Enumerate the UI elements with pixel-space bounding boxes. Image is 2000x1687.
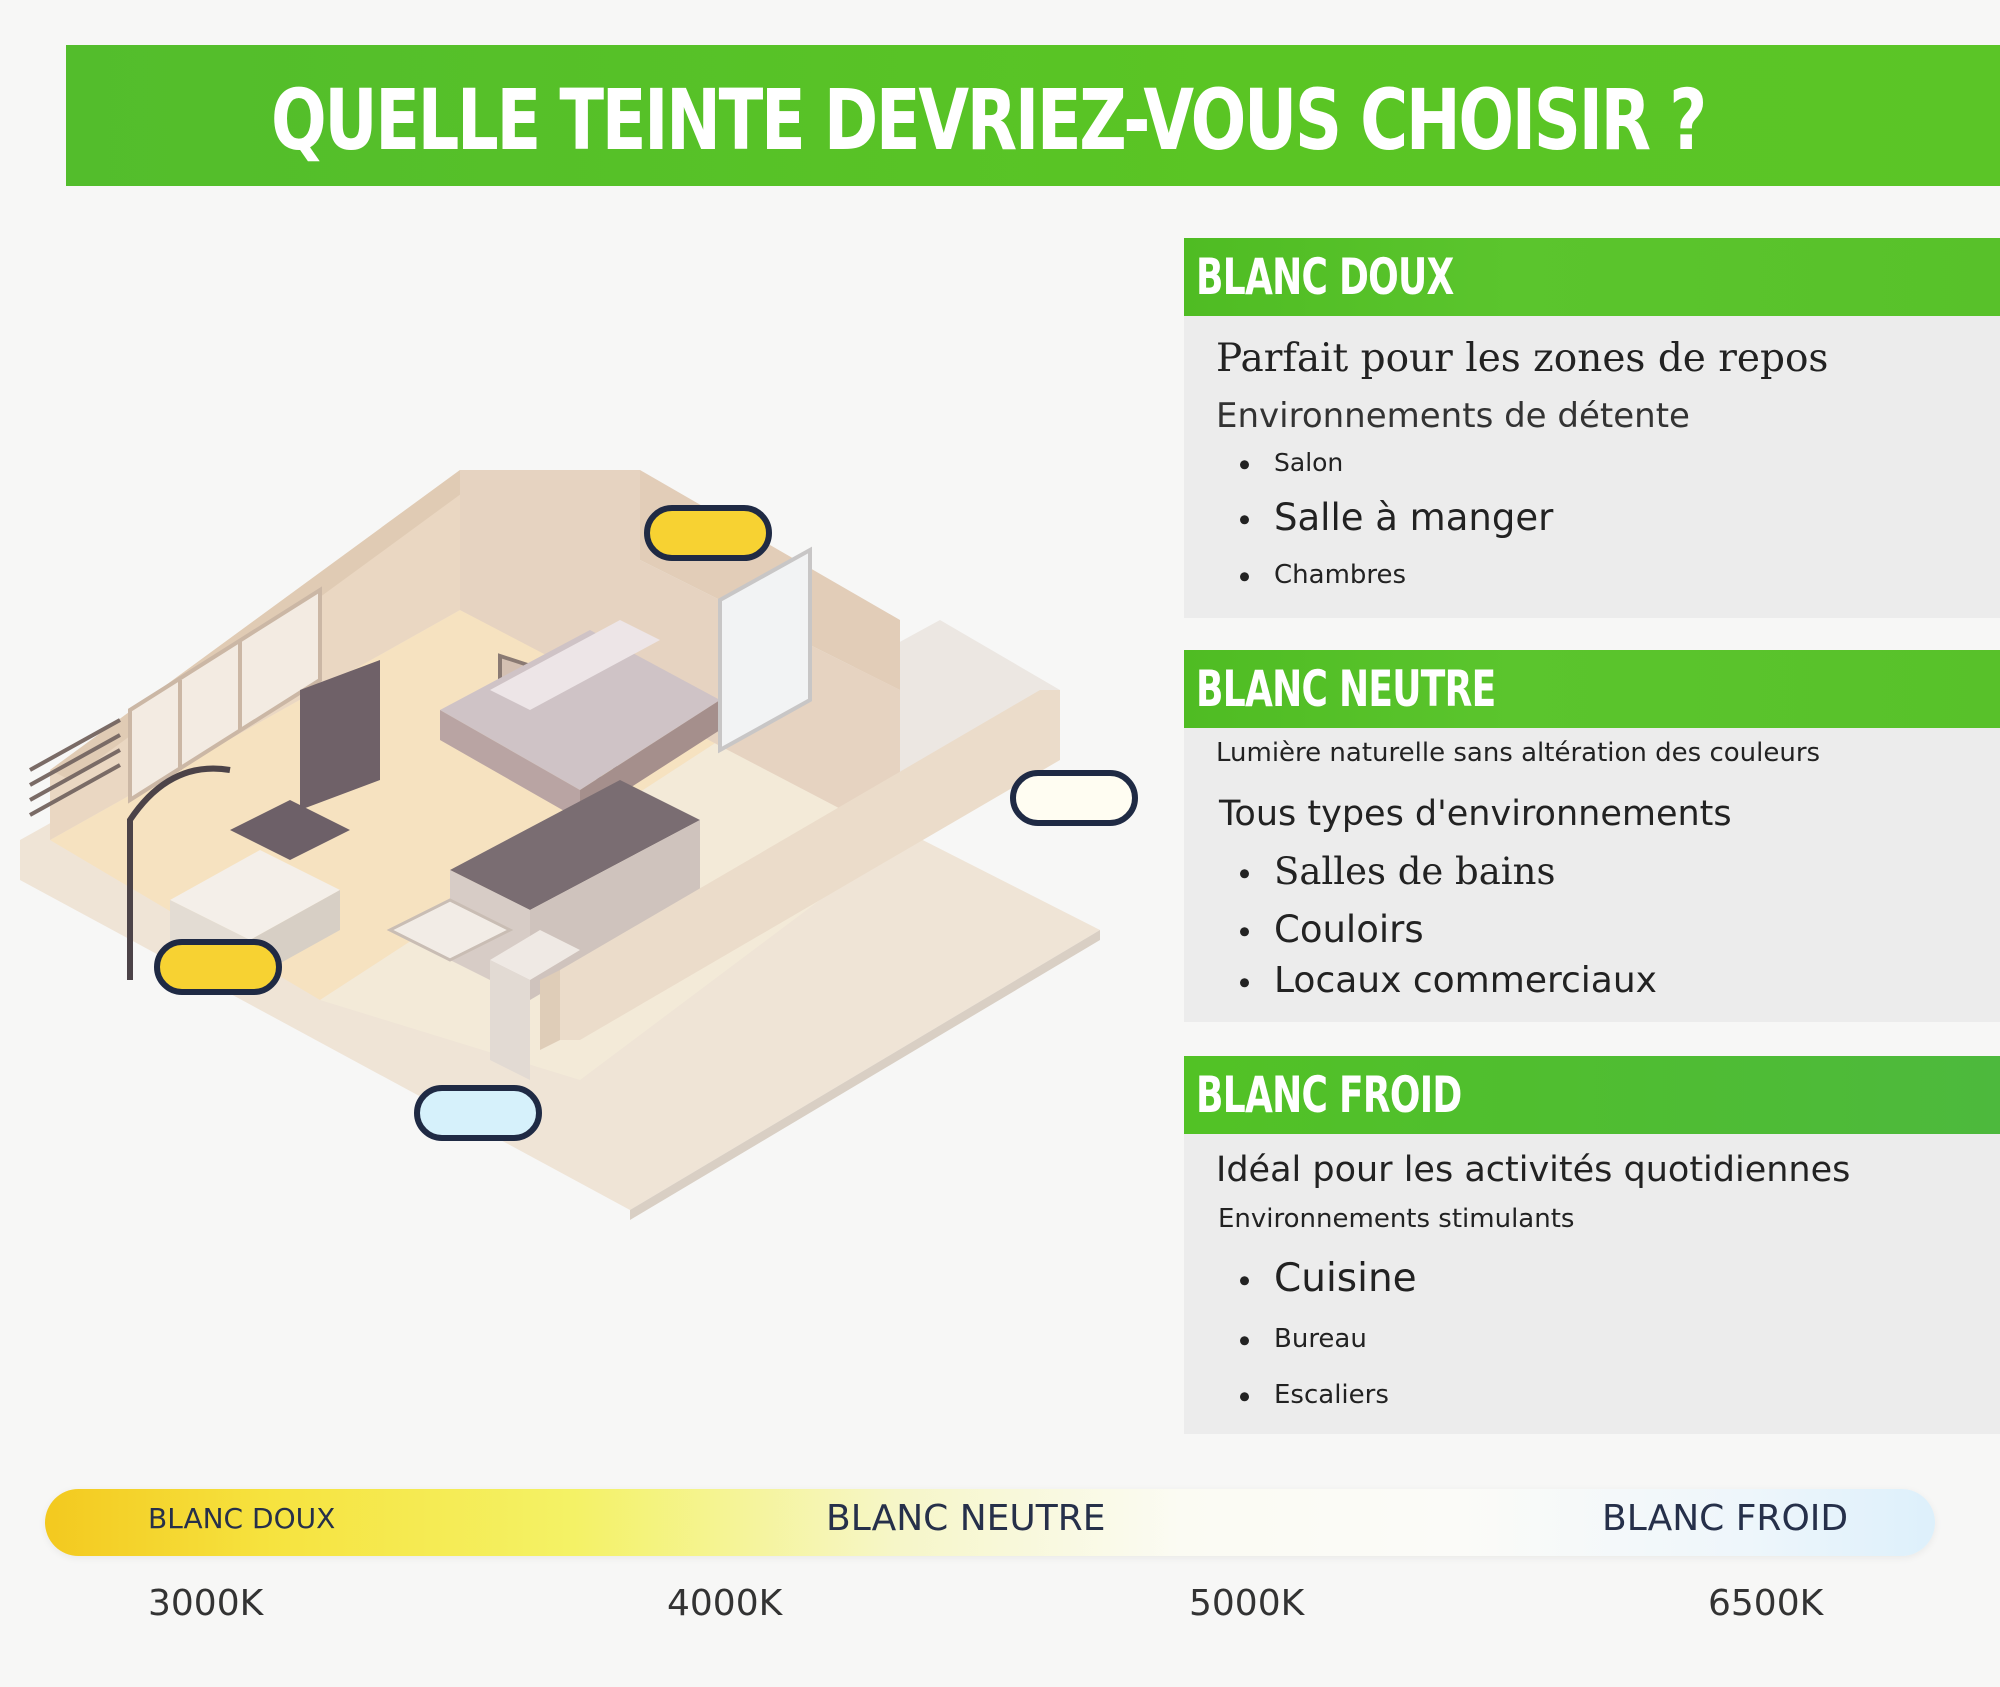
list-item: Salles de bains	[1274, 850, 1556, 893]
list-item: Escaliers	[1274, 1380, 1389, 1410]
card-heading: BLANC FROID	[1196, 1066, 1462, 1124]
list-item: Cuisine	[1274, 1256, 1417, 1301]
kelvin-tick: 3000K	[148, 1583, 264, 1624]
kelvin-tick: 5000K	[1189, 1583, 1305, 1624]
card-heading: BLANC NEUTRE	[1196, 660, 1496, 718]
card-blanc-doux	[1184, 238, 2000, 618]
card-subtitle: Parfait pour les zones de repos	[1216, 336, 1829, 381]
card-description: Environnements de détente	[1216, 396, 1690, 436]
list-item: Salle à manger	[1274, 496, 1554, 539]
list-item: Bureau	[1274, 1324, 1367, 1354]
card-description: Environnements stimulants	[1218, 1204, 1575, 1234]
warm-marker-bedroom	[647, 508, 769, 558]
cool-marker-kitchen	[417, 1088, 539, 1138]
list-item: Locaux commerciaux	[1274, 960, 1657, 1001]
card-blanc-froid	[1184, 1056, 2000, 1434]
neutral-marker-bathroom	[1013, 773, 1135, 823]
card-description: Tous types d'environnements	[1219, 794, 1732, 834]
card-header	[1184, 238, 2000, 316]
card-header	[1184, 650, 2000, 728]
card-subtitle: Idéal pour les activités quotidiennes	[1216, 1150, 1851, 1190]
kelvin-tick: 6500K	[1708, 1583, 1824, 1624]
list-item: Couloirs	[1274, 908, 1424, 951]
warm-marker-living	[157, 942, 279, 992]
list-item: Salon	[1274, 448, 1344, 477]
scale-label-blanc-neutre: BLANC NEUTRE	[826, 1498, 1106, 1539]
card-blanc-neutre	[1184, 650, 2000, 1022]
card-header	[1184, 1056, 2000, 1134]
list-item: Chambres	[1274, 560, 1407, 590]
title-banner	[66, 45, 2000, 186]
kelvin-tick: 4000K	[667, 1583, 783, 1624]
card-heading: BLANC DOUX	[1196, 248, 1454, 306]
scale-label-blanc-froid: BLANC FROID	[1602, 1498, 1849, 1539]
card-subtitle: Lumière naturelle sans altération des couleurs	[1216, 738, 1821, 768]
page-title: QUELLE TEINTE DEVRIEZ-VOUS CHOISIR ?	[271, 71, 1705, 169]
apartment-illustration	[20, 440, 1150, 1240]
scale-label-blanc-doux: BLANC DOUX	[148, 1502, 336, 1535]
